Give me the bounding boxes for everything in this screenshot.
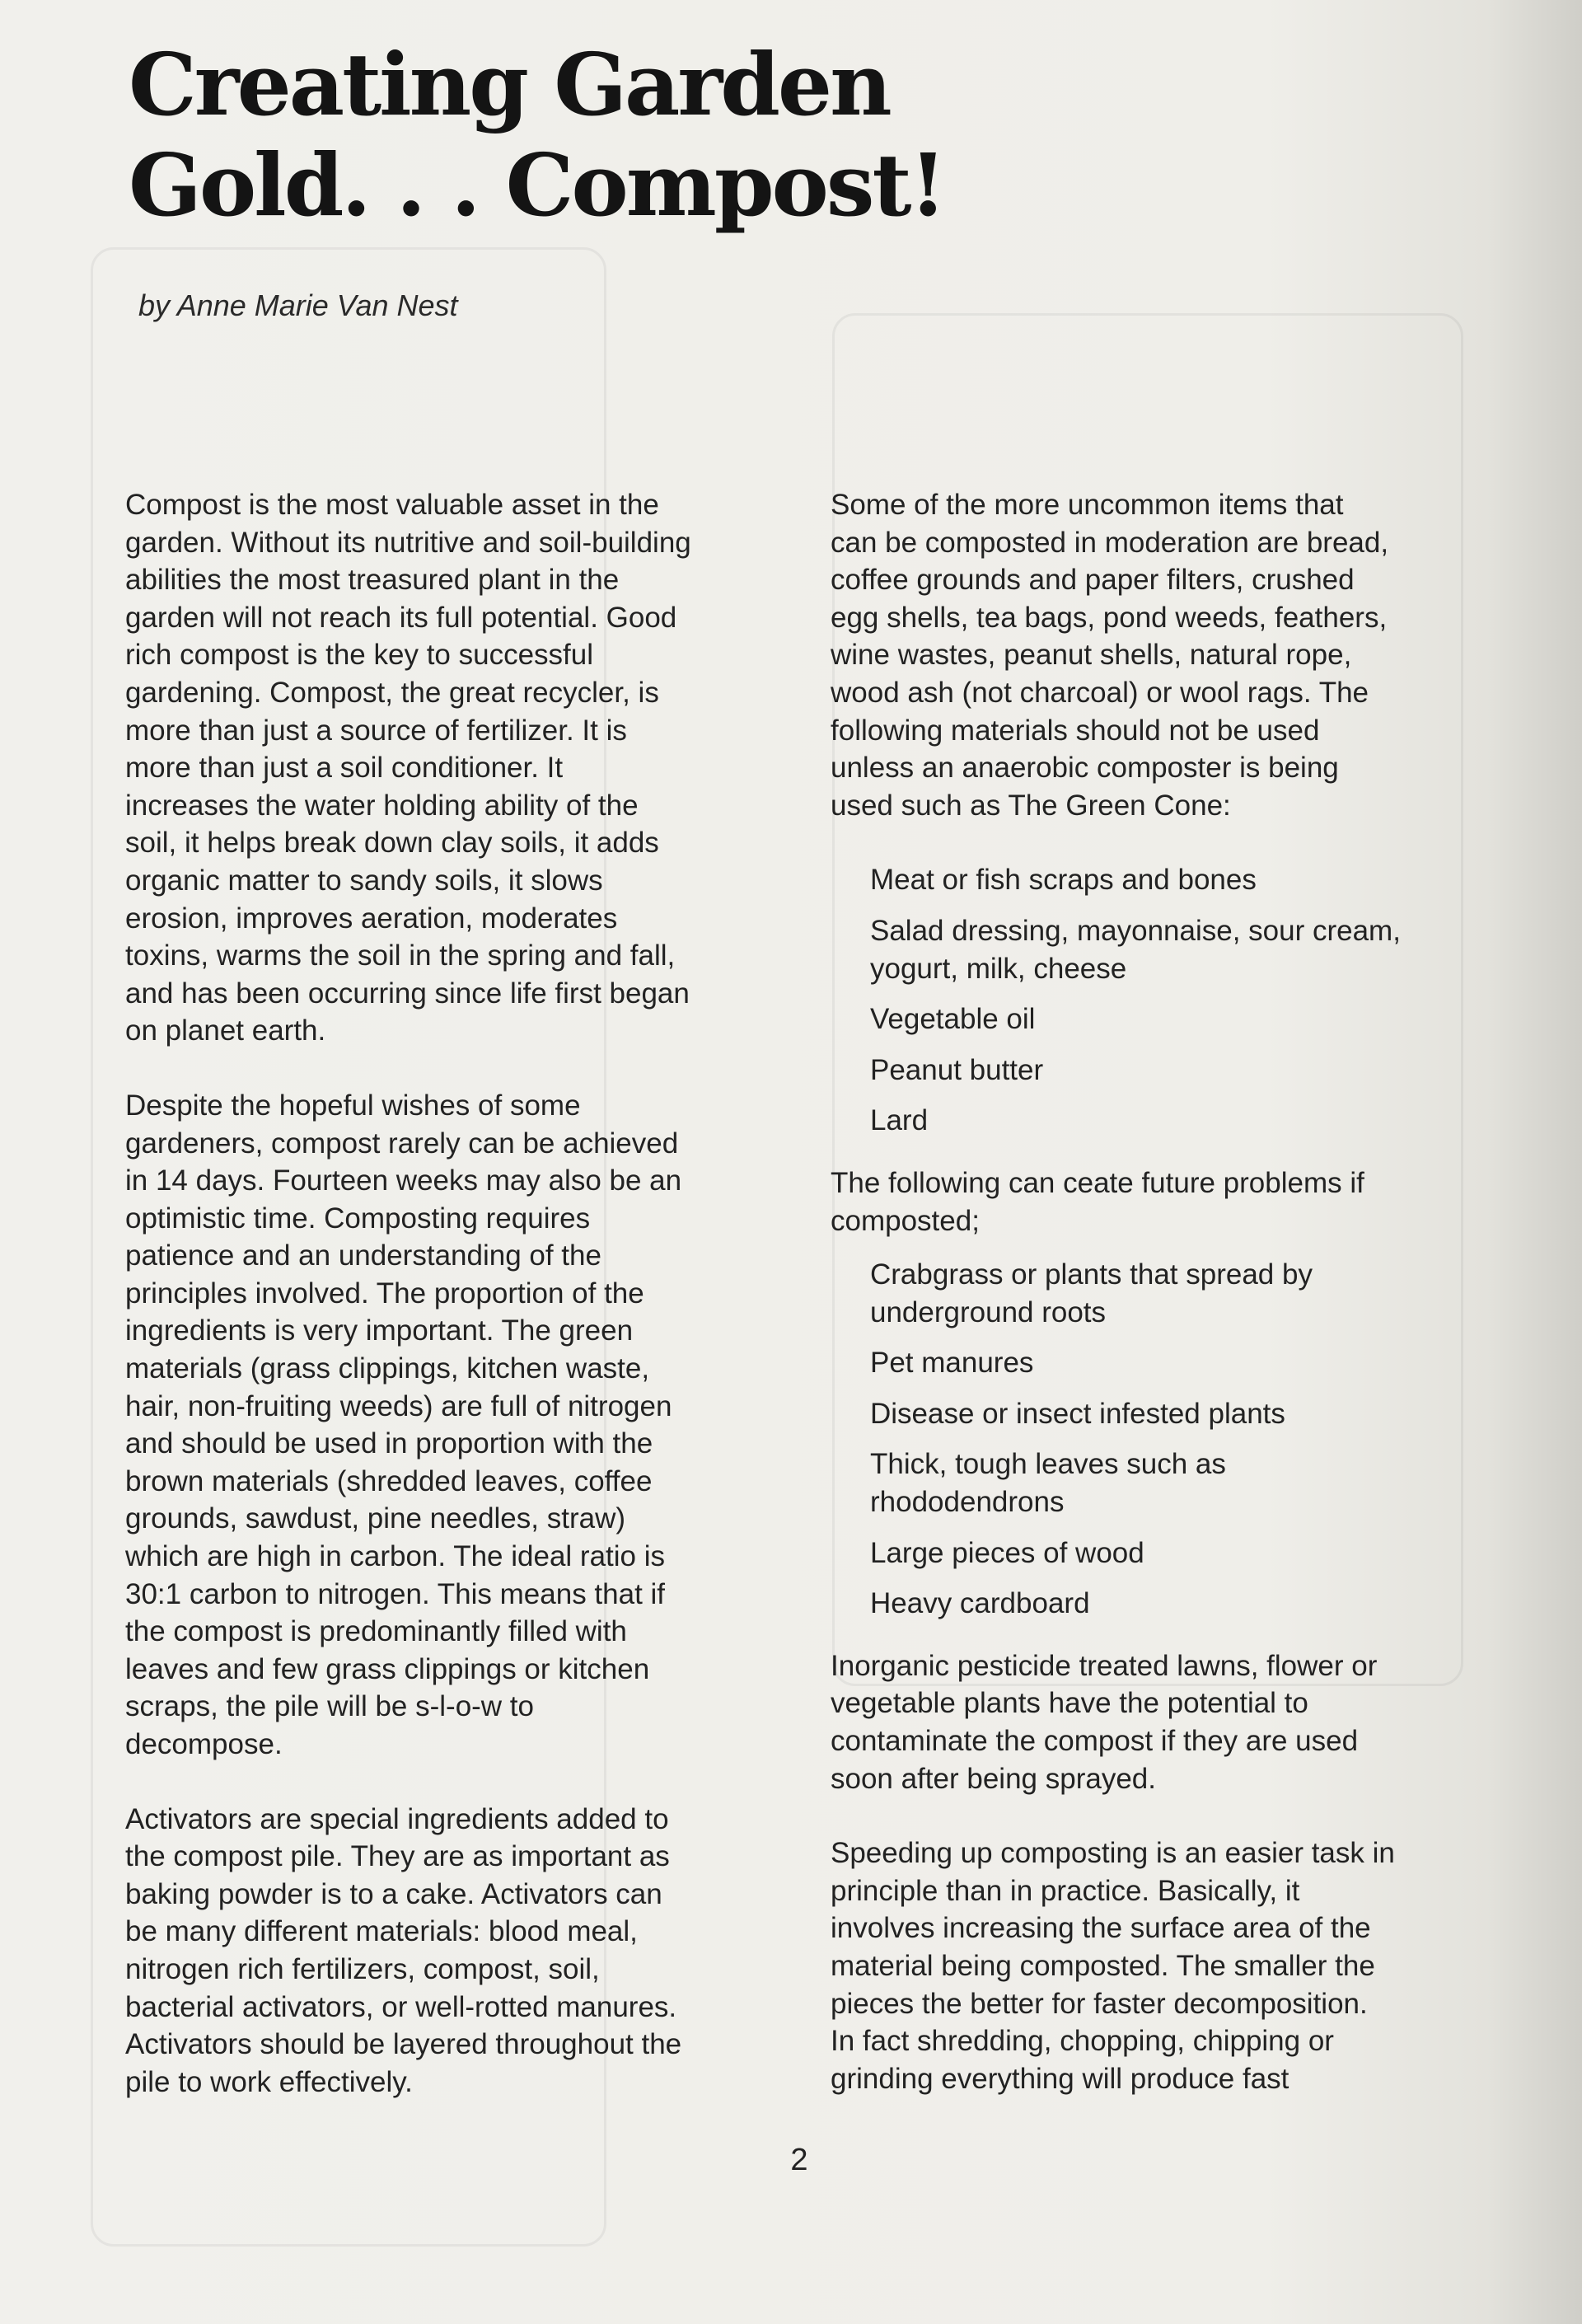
list-item: Vegetable oil <box>870 1003 1036 1036</box>
paragraph-activators: Activators are special ingredients added to the compost pile. They are as important as baking powder is to a cake. Activators can be many different materials: blood meal, nitrogen rich fertilizers, compost, soil, bacterial activators, or well-rotted manures. Activators should be layered throughout the pile to work effectively. <box>125 1802 682 2098</box>
article-title <box>129 35 1035 236</box>
list-item: Heavy cardboard <box>870 1587 1090 1620</box>
list-item: Crabgrass or plants that spread by underground roots <box>870 1258 1313 1328</box>
list-item: Salad dressing, mayonnaise, sour cream, yogurt, milk, cheese <box>870 914 1401 985</box>
article-title-line-2: Gold. . . Compost! <box>129 134 945 236</box>
list-problem-items <box>831 1256 1498 1623</box>
page-number: 2 <box>790 2143 808 2177</box>
list-item: Lard <box>870 1104 929 1137</box>
list-item: Thick, tough leaves such as rhododendrons <box>870 1448 1226 1519</box>
article-byline: by Anne Marie Van Nest <box>138 288 458 322</box>
paragraph-speeding-up: Speeding up composting is an easier task in principle than in practice. Basically, it involves increasing the surface area of the material being composted. The smaller the pieces the better for faster decomposition. In fact shredding, chopping, chipping or grinding everything will produce fast <box>831 1837 1395 2095</box>
list-item: Disease or insect infested plants <box>870 1397 1285 1430</box>
paragraph-composting-time: Despite the hopeful wishes of some gardeners, compost rarely can be achieved in 14 days. Fourteen weeks may also be an optimistic time. Composting requires patience and an understanding of the principles involved. The proportion of the ingredients is very important. The green materials (grass clippings, kitchen waste, hair, non-fruiting weeds) are full of nitrogen and should be used in proportion with the brown materials (shredded leaves, coffee grounds, sawdust, pine needles, straw) which are high in carbon. The ideal ratio is 30:1 carbon to nitrogen. This means that if the compost is predominantly filled with leaves and few grass clippings or kitchen scraps, the pile will be s-l-o-w to decompose. <box>125 1089 682 1760</box>
list-item: Pet manures <box>870 1347 1034 1380</box>
paragraph-uncommon-items: Some of the more uncommon items that can be composted in moderation are bread, coffee grounds and paper filters, crushed egg shells, tea bags, pond weeds, feathers, wine wastes, peanut shells, natural rope, wood ash (not charcoal) or wool rags. The following materials should not be used unless an anaerobic composter is being used such as The Green Cone: <box>831 489 1389 822</box>
paragraph-future-problems: The following can ceate future problems if composted; <box>831 1166 1364 1237</box>
list-item: Large pieces of wood <box>870 1536 1144 1569</box>
list-anaerobic-only-items <box>831 861 1498 1140</box>
right-column <box>831 486 1498 2134</box>
paragraph-compost-value: Compost is the most valuable asset in the garden. Without its nutritive and soil-building abilities the most treasured plant in the garden will not reach its full potential. Good rich compost is the key to successful gardening. Compost, the great recycler, is more than just a source of fertilizer. It is more than just a soil conditioner. It increases the water holding ability of the soil, it helps break down clay soils, it adds organic matter to sandy soils, it slows erosion, improves aeration, moderates toxins, warms the soil in the spring and fall, and has been occurring since life first began on planet earth. <box>125 489 691 1047</box>
paragraph-pesticides: Inorganic pesticide treated lawns, flower or vegetable plants have the potential to contaminate the compost if they are used soon after being sprayed. <box>831 1649 1378 1795</box>
article-title-line-1: Creating Garden <box>129 34 890 135</box>
left-column <box>125 486 784 2138</box>
list-item: Meat or fish scraps and bones <box>870 864 1257 897</box>
list-item: Peanut butter <box>870 1053 1044 1086</box>
